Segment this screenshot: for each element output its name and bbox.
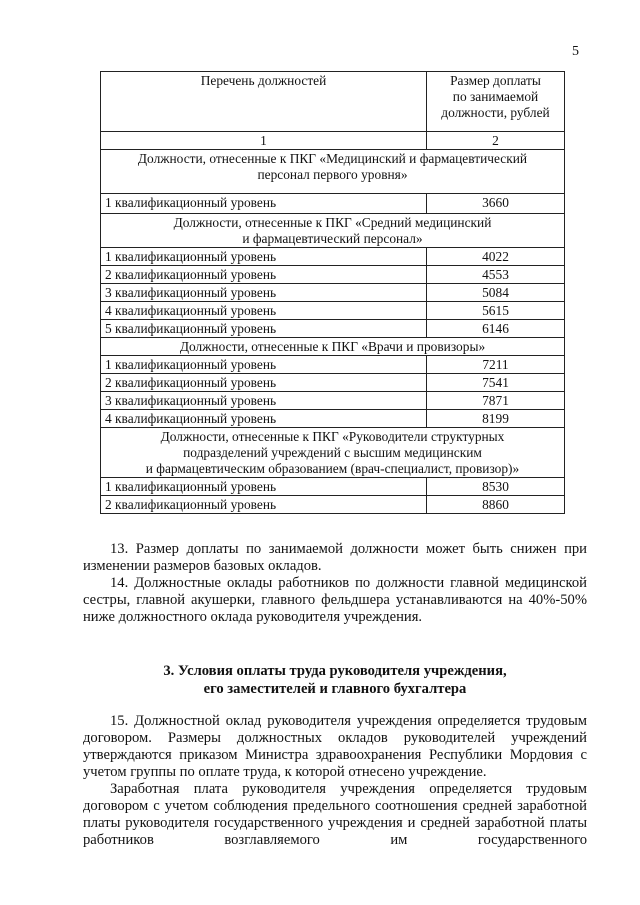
qualification-level: 4 квалификационный уровень bbox=[101, 410, 427, 428]
header-amount-line: Размер доплаты bbox=[450, 73, 541, 88]
supplement-amount: 6146 bbox=[427, 320, 565, 338]
qualification-level: 1 квалификационный уровень bbox=[101, 478, 427, 496]
table-row bbox=[101, 248, 565, 266]
paragraphs-before-section bbox=[83, 541, 587, 626]
column-number: 2 bbox=[427, 132, 565, 150]
header-amount-line: должности, рублей bbox=[441, 105, 550, 120]
qualification-level: 2 квалификационный уровень bbox=[101, 374, 427, 392]
group-title bbox=[101, 150, 565, 194]
supplement-amount: 7871 bbox=[427, 392, 565, 410]
group-title-row bbox=[101, 428, 565, 478]
table-header-row bbox=[101, 72, 565, 132]
qualification-level: 3 квалификационный уровень bbox=[101, 284, 427, 302]
paragraph-15: 15. Должностной оклад руководителя учреждения определяется трудовым договором. Размеры должностных окладов руководителей учреждений утверждаются приказом Министра здравоохранения Республики Мордовия с учетом группы по оплате труда, к которой отнесено учреждение. bbox=[83, 713, 587, 780]
table-row bbox=[101, 374, 565, 392]
column-number-row bbox=[101, 132, 565, 150]
group-title bbox=[101, 338, 565, 356]
paragraphs-after-section bbox=[83, 713, 587, 849]
table-row bbox=[101, 392, 565, 410]
group-title-row bbox=[101, 150, 565, 194]
group-title bbox=[101, 214, 565, 248]
group-title-row bbox=[101, 214, 565, 248]
qualification-level: 3 квалификационный уровень bbox=[101, 392, 427, 410]
group-title-row bbox=[101, 338, 565, 356]
header-amount bbox=[427, 72, 565, 132]
qualification-level: 2 квалификационный уровень bbox=[101, 266, 427, 284]
supplement-amount: 7211 bbox=[427, 356, 565, 374]
group-title-line: персонал первого уровня» bbox=[257, 167, 408, 182]
group-title-line: и фармацевтический персонал» bbox=[242, 231, 423, 246]
group-title-line: Должности, отнесенные к ПКГ «Врачи и провизоры» bbox=[179, 339, 486, 354]
table-row bbox=[101, 284, 565, 302]
supplement-amount: 3660 bbox=[427, 194, 565, 214]
table-row bbox=[101, 478, 565, 496]
page-number: 5 bbox=[572, 44, 579, 59]
table-row bbox=[101, 410, 565, 428]
group-title-line: Должности, отнесенные к ПКГ «Средний медицинский bbox=[173, 215, 492, 230]
header-positions: Перечень должностей bbox=[101, 72, 427, 132]
supplement-amount: 8199 bbox=[427, 410, 565, 428]
paragraph-13: 13. Размер доплаты по занимаемой должности может быть снижен при изменении размеров базовых окладов. bbox=[83, 541, 587, 574]
qualification-level: 1 квалификационный уровень bbox=[101, 194, 427, 214]
supplement-amount: 8860 bbox=[427, 496, 565, 514]
paragraph-14: 14. Должностные оклады работников по должности главной медицинской сестры, главной акушерки, главного фельдшера устанавливаются на 40%-50% ниже должностного оклада руководителя учреждения. bbox=[83, 575, 587, 625]
section-title-line: 3. Условия оплаты труда руководителя учреждения, bbox=[163, 663, 507, 679]
supplement-amount: 4022 bbox=[427, 248, 565, 266]
table-row bbox=[101, 320, 565, 338]
supplement-amount: 5084 bbox=[427, 284, 565, 302]
group-title-line: подразделений учреждений с высшим медицинским bbox=[183, 445, 482, 460]
group-title-line: Должности, отнесенные к ПКГ «Медицинский и фармацевтический bbox=[137, 151, 528, 166]
table-row bbox=[101, 302, 565, 320]
table-row bbox=[101, 356, 565, 374]
group-title-line: Должности, отнесенные к ПКГ «Руководители структурных bbox=[160, 429, 505, 444]
supplement-amount: 8530 bbox=[427, 478, 565, 496]
qualification-level: 4 квалификационный уровень bbox=[101, 302, 427, 320]
supplement-amount: 5615 bbox=[427, 302, 565, 320]
group-title bbox=[101, 428, 565, 478]
salary-supplement-table bbox=[100, 71, 565, 514]
qualification-level: 1 квалификационный уровень bbox=[101, 356, 427, 374]
group-title-line: и фармацевтическим образованием (врач-специалист, провизор)» bbox=[145, 461, 520, 476]
qualification-level: 5 квалификационный уровень bbox=[101, 320, 427, 338]
column-number: 1 bbox=[101, 132, 427, 150]
supplement-amount: 4553 bbox=[427, 266, 565, 284]
section-title-line: его заместителей и главного бухгалтера bbox=[203, 681, 467, 697]
table-row bbox=[101, 266, 565, 284]
supplement-amount: 7541 bbox=[427, 374, 565, 392]
table-row bbox=[101, 194, 565, 214]
section-title bbox=[83, 662, 587, 698]
qualification-level: 1 квалификационный уровень bbox=[101, 248, 427, 266]
header-amount-line: по занимаемой bbox=[452, 89, 539, 104]
table-row bbox=[101, 496, 565, 514]
paragraph-salary: Заработная плата руководителя учреждения определяется трудовым договором с учетом соблюдения предельного соотношения средней заработной платы руководителя государственного учреждения и средней заработной платы работников возглавляемого им государственного bbox=[83, 781, 587, 848]
qualification-level: 2 квалификационный уровень bbox=[101, 496, 427, 514]
